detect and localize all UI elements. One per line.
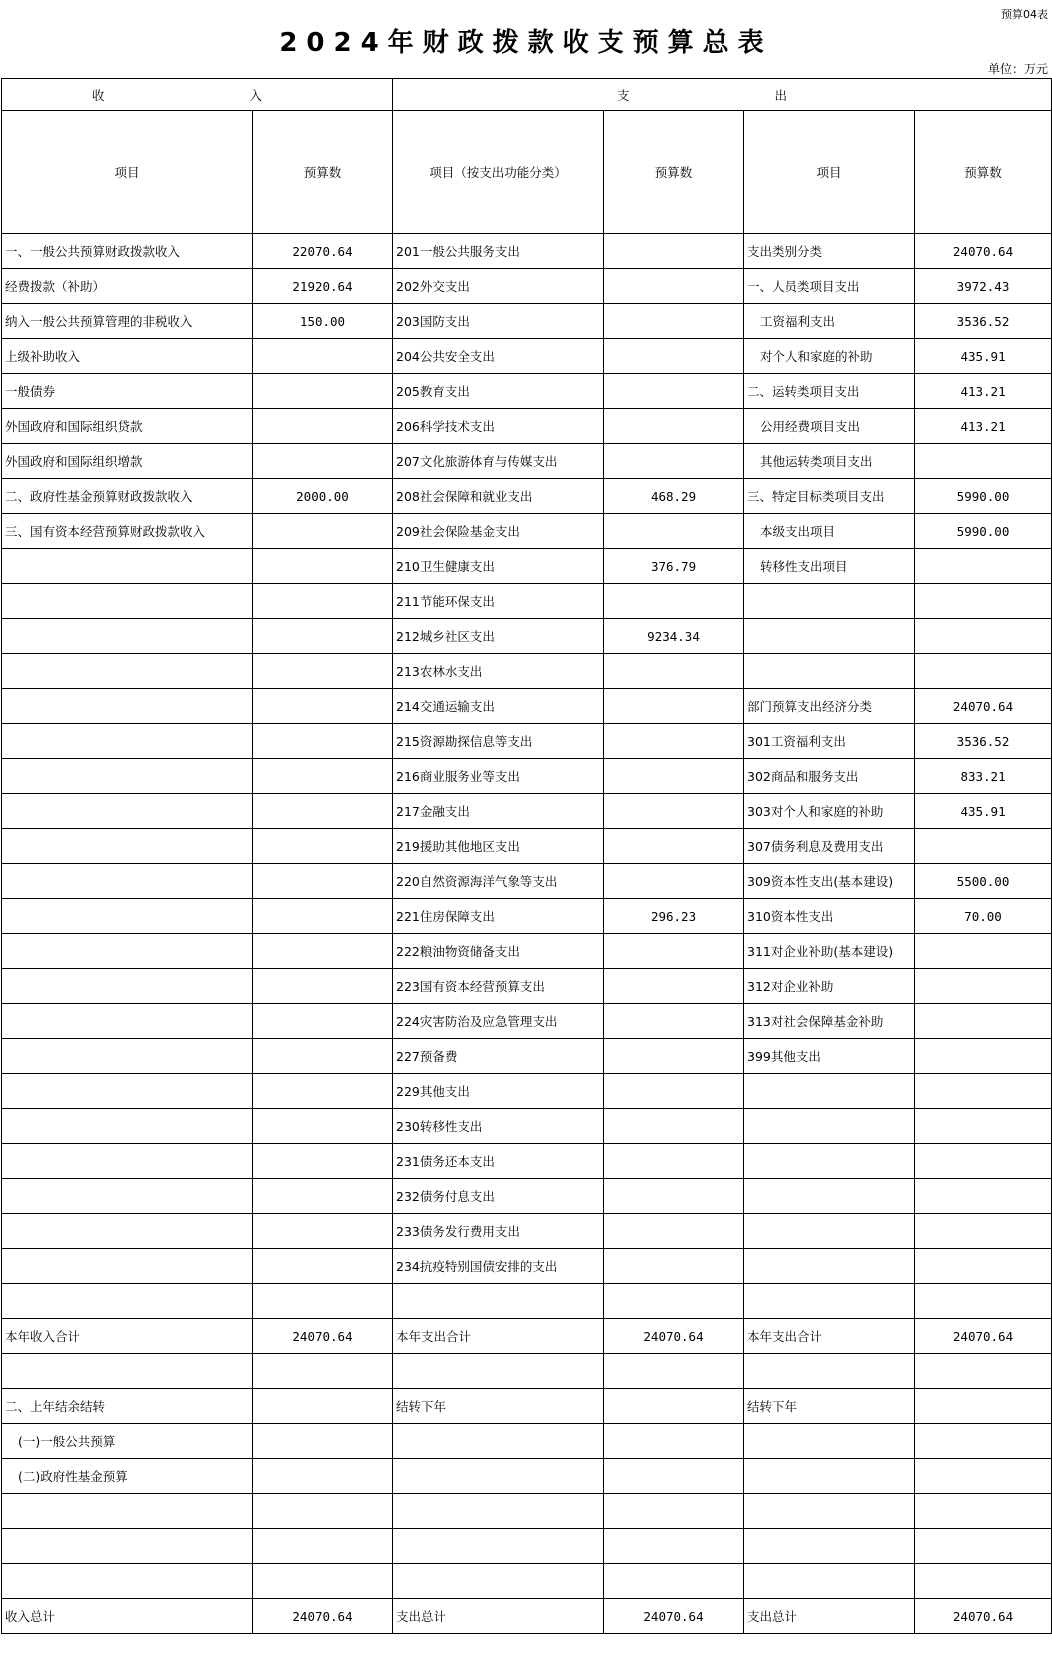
econ-amount-cell: 24070.64	[915, 689, 1052, 724]
func-amount-cell: 9234.34	[604, 619, 744, 654]
func-item-cell: 203国防支出	[393, 304, 604, 339]
econ-amount-cell: 3536.52	[915, 304, 1052, 339]
func-amount-cell	[604, 339, 744, 374]
func-amount-cell	[604, 1144, 744, 1179]
income-amount-cell	[253, 1459, 393, 1494]
econ-amount-cell	[915, 829, 1052, 864]
table-row	[2, 969, 1052, 1004]
econ-item-cell: 313对社会保障基金补助	[744, 1004, 915, 1039]
func-item-cell: 201一般公共服务支出	[393, 234, 604, 269]
func-item-cell: 229其他支出	[393, 1074, 604, 1109]
table-row	[2, 374, 1052, 409]
income-amount-cell	[253, 584, 393, 619]
table-row	[2, 409, 1052, 444]
income-item-cell	[2, 1179, 253, 1214]
table-row	[2, 1109, 1052, 1144]
func-amount-cell	[604, 1424, 744, 1459]
func-item-cell: 207文化旅游体育与传媒支出	[393, 444, 604, 479]
func-item-cell: 223国有资本经营预算支出	[393, 969, 604, 1004]
econ-amount-cell	[915, 1214, 1052, 1249]
func-item-cell	[393, 1564, 604, 1599]
func-amount-cell	[604, 1564, 744, 1599]
econ-item-cell	[744, 1424, 915, 1459]
econ-item-cell	[744, 1354, 915, 1389]
econ-item-cell: 支出总计	[744, 1599, 915, 1634]
income-amount-cell	[253, 1424, 393, 1459]
func-item-cell: 231债务还本支出	[393, 1144, 604, 1179]
income-item-cell	[2, 864, 253, 899]
func-amount-cell: 296.23	[604, 899, 744, 934]
income-item-cell: 二、政府性基金预算财政拨款收入	[2, 479, 253, 514]
table-row	[2, 1284, 1052, 1319]
income-amount-cell	[253, 724, 393, 759]
func-amount-cell	[604, 829, 744, 864]
income-item-cell	[2, 1494, 253, 1529]
income-item-cell	[2, 1039, 253, 1074]
func-item-cell: 217金融支出	[393, 794, 604, 829]
income-item-cell	[2, 1109, 253, 1144]
func-item-cell	[393, 1354, 604, 1389]
func-amount-cell	[604, 304, 744, 339]
func-item-cell: 222粮油物资储备支出	[393, 934, 604, 969]
income-amount-cell	[253, 1039, 393, 1074]
econ-item-cell: 三、特定目标类项目支出	[744, 479, 915, 514]
func-item-cell: 213农林水支出	[393, 654, 604, 689]
income-item-cell: (一)一般公共预算	[2, 1424, 253, 1459]
func-item-cell: 205教育支出	[393, 374, 604, 409]
table-row	[2, 794, 1052, 829]
func-item-cell: 232债务付息支出	[393, 1179, 604, 1214]
econ-item-cell: 其他运转类项目支出	[744, 444, 915, 479]
income-amount-cell	[253, 1214, 393, 1249]
income-amount-cell: 22070.64	[253, 234, 393, 269]
econ-amount-cell: 70.00	[915, 899, 1052, 934]
income-item-cell	[2, 584, 253, 619]
func-amount-cell: 24070.64	[604, 1599, 744, 1634]
table-row	[2, 864, 1052, 899]
income-amount-cell	[253, 1284, 393, 1319]
econ-item-cell: 310资本性支出	[744, 899, 915, 934]
econ-amount-cell	[915, 444, 1052, 479]
income-amount-cell	[253, 1109, 393, 1144]
econ-item-cell: 公用经费项目支出	[744, 409, 915, 444]
func-item-cell: 219援助其他地区支出	[393, 829, 604, 864]
func-item-cell: 支出总计	[393, 1599, 604, 1634]
func-amount-cell	[604, 1284, 744, 1319]
func-item-cell	[393, 1284, 604, 1319]
income-amount-cell	[253, 689, 393, 724]
income-item-cell	[2, 549, 253, 584]
table-row	[2, 269, 1052, 304]
func-item-cell: 204公共安全支出	[393, 339, 604, 374]
table-row	[2, 1354, 1052, 1389]
econ-item-cell: 本年支出合计	[744, 1319, 915, 1354]
econ-item-cell	[744, 1564, 915, 1599]
income-item-cell	[2, 1074, 253, 1109]
econ-item-cell	[744, 1284, 915, 1319]
income-amount-cell	[253, 1354, 393, 1389]
func-amount-cell	[604, 969, 744, 1004]
econ-amount-cell: 833.21	[915, 759, 1052, 794]
econ-item-cell	[744, 1214, 915, 1249]
econ-amount-cell	[915, 1389, 1052, 1424]
income-item-cell: 本年收入合计	[2, 1319, 253, 1354]
econ-amount-cell	[915, 1354, 1052, 1389]
income-item-cell	[2, 1354, 253, 1389]
econ-item-cell: 本级支出项目	[744, 514, 915, 549]
income-amount-cell	[253, 444, 393, 479]
func-amount-cell	[604, 234, 744, 269]
func-item-cell: 234抗疫特别国债安排的支出	[393, 1249, 604, 1284]
income-amount-cell	[253, 409, 393, 444]
econ-item-cell	[744, 1529, 915, 1564]
table-row	[2, 444, 1052, 479]
econ-amount-cell	[915, 1284, 1052, 1319]
income-item-cell: 一、一般公共预算财政拨款收入	[2, 234, 253, 269]
income-amount-cell: 2000.00	[253, 479, 393, 514]
income-item-cell: 外国政府和国际组织贷款	[2, 409, 253, 444]
econ-item-cell: 结转下年	[744, 1389, 915, 1424]
budget-table	[1, 78, 1052, 1634]
econ-amount-cell	[915, 934, 1052, 969]
func-amount-cell	[604, 759, 744, 794]
income-amount-cell	[253, 1494, 393, 1529]
income-item-cell	[2, 1004, 253, 1039]
table-row	[2, 1564, 1052, 1599]
econ-amount-cell	[915, 1109, 1052, 1144]
unit-label: 单位：万元	[987, 62, 1048, 76]
income-amount-cell	[253, 339, 393, 374]
income-item-cell	[2, 1529, 253, 1564]
income-item-cell	[2, 689, 253, 724]
income-item-cell: 上级补助收入	[2, 339, 253, 374]
header-func-item: 项目（按支出功能分类）	[393, 111, 604, 234]
income-item-cell: (二)政府性基金预算	[2, 1459, 253, 1494]
form-code: 预算04表	[1001, 8, 1048, 21]
section-header-row	[2, 79, 1052, 111]
income-item-cell	[2, 934, 253, 969]
func-amount-cell	[604, 1074, 744, 1109]
income-amount-cell: 24070.64	[253, 1319, 393, 1354]
table-row	[2, 1459, 1052, 1494]
income-amount-cell	[253, 1144, 393, 1179]
func-item-cell: 220自然资源海洋气象等支出	[393, 864, 604, 899]
econ-amount-cell	[915, 1074, 1052, 1109]
page-title: 2024年财政拨款收支预算总表	[279, 28, 773, 58]
func-amount-cell	[604, 794, 744, 829]
table-row	[2, 1004, 1052, 1039]
func-amount-cell	[604, 1529, 744, 1564]
income-item-cell	[2, 759, 253, 794]
income-item-cell	[2, 899, 253, 934]
econ-item-cell	[744, 1459, 915, 1494]
section-income: 收 入	[2, 79, 393, 111]
func-amount-cell	[604, 1494, 744, 1529]
income-item-cell	[2, 619, 253, 654]
func-item-cell: 216商业服务业等支出	[393, 759, 604, 794]
table-row	[2, 1319, 1052, 1354]
income-item-cell: 经费拨款（补助）	[2, 269, 253, 304]
func-amount-cell	[604, 1459, 744, 1494]
income-amount-cell	[253, 514, 393, 549]
econ-item-cell: 399其他支出	[744, 1039, 915, 1074]
table-row	[2, 654, 1052, 689]
func-amount-cell	[604, 444, 744, 479]
econ-amount-cell	[915, 1494, 1052, 1529]
income-amount-cell	[253, 1249, 393, 1284]
income-amount-cell	[253, 759, 393, 794]
income-amount-cell	[253, 374, 393, 409]
income-amount-cell	[253, 654, 393, 689]
func-amount-cell: 24070.64	[604, 1319, 744, 1354]
econ-item-cell: 部门预算支出经济分类	[744, 689, 915, 724]
income-amount-cell	[253, 934, 393, 969]
func-item-cell: 结转下年	[393, 1389, 604, 1424]
econ-item-cell: 转移性支出项目	[744, 549, 915, 584]
econ-amount-cell	[915, 1424, 1052, 1459]
table-row	[2, 1074, 1052, 1109]
income-item-cell	[2, 1214, 253, 1249]
econ-amount-cell	[915, 1004, 1052, 1039]
econ-item-cell: 307债务利息及费用支出	[744, 829, 915, 864]
table-row	[2, 1424, 1052, 1459]
func-item-cell: 212城乡社区支出	[393, 619, 604, 654]
income-amount-cell	[253, 619, 393, 654]
func-item-cell: 206科学技术支出	[393, 409, 604, 444]
econ-item-cell	[744, 584, 915, 619]
econ-amount-cell	[915, 549, 1052, 584]
func-item-cell: 215资源勘探信息等支出	[393, 724, 604, 759]
func-item-cell	[393, 1459, 604, 1494]
func-amount-cell	[604, 1249, 744, 1284]
income-amount-cell	[253, 1564, 393, 1599]
table-row	[2, 1039, 1052, 1074]
econ-item-cell: 对个人和家庭的补助	[744, 339, 915, 374]
header-func-amount: 预算数	[604, 111, 744, 234]
income-item-cell	[2, 969, 253, 1004]
econ-amount-cell: 3536.52	[915, 724, 1052, 759]
income-amount-cell: 21920.64	[253, 269, 393, 304]
func-item-cell: 221住房保障支出	[393, 899, 604, 934]
func-item-cell: 227预备费	[393, 1039, 604, 1074]
income-amount-cell	[253, 969, 393, 1004]
table-row	[2, 549, 1052, 584]
income-amount-cell	[253, 864, 393, 899]
func-amount-cell	[604, 1389, 744, 1424]
econ-item-cell	[744, 1179, 915, 1214]
table-row	[2, 1529, 1052, 1564]
income-item-cell: 纳入一般公共预算管理的非税收入	[2, 304, 253, 339]
econ-amount-cell: 413.21	[915, 409, 1052, 444]
income-item-cell	[2, 654, 253, 689]
func-amount-cell	[604, 584, 744, 619]
func-item-cell	[393, 1494, 604, 1529]
econ-amount-cell	[915, 1459, 1052, 1494]
income-item-cell	[2, 1249, 253, 1284]
income-amount-cell	[253, 1389, 393, 1424]
income-item-cell	[2, 794, 253, 829]
econ-amount-cell	[915, 1039, 1052, 1074]
econ-item-cell: 302商品和服务支出	[744, 759, 915, 794]
econ-amount-cell	[915, 1249, 1052, 1284]
column-header-row	[2, 111, 1052, 234]
func-amount-cell	[604, 1039, 744, 1074]
table-row	[2, 514, 1052, 549]
func-amount-cell	[604, 654, 744, 689]
income-amount-cell	[253, 1179, 393, 1214]
income-item-cell	[2, 829, 253, 864]
section-expense: 支 出	[393, 79, 1052, 111]
table-row	[2, 689, 1052, 724]
income-item-cell: 二、上年结余结转	[2, 1389, 253, 1424]
income-amount-cell	[253, 899, 393, 934]
econ-item-cell: 二、运转类项目支出	[744, 374, 915, 409]
econ-amount-cell: 24070.64	[915, 234, 1052, 269]
econ-amount-cell: 24070.64	[915, 1319, 1052, 1354]
income-amount-cell	[253, 1074, 393, 1109]
econ-item-cell: 311对企业补助(基本建设)	[744, 934, 915, 969]
income-item-cell: 三、国有资本经营预算财政拨款收入	[2, 514, 253, 549]
econ-item-cell: 一、人员类项目支出	[744, 269, 915, 304]
income-item-cell	[2, 1564, 253, 1599]
econ-amount-cell	[915, 1179, 1052, 1214]
table-row	[2, 234, 1052, 269]
table-row	[2, 1599, 1052, 1634]
table-row	[2, 304, 1052, 339]
econ-amount-cell	[915, 969, 1052, 1004]
table-row	[2, 479, 1052, 514]
econ-amount-cell: 413.21	[915, 374, 1052, 409]
income-item-cell	[2, 724, 253, 759]
func-amount-cell	[604, 1109, 744, 1144]
econ-amount-cell: 435.91	[915, 339, 1052, 374]
econ-item-cell: 工资福利支出	[744, 304, 915, 339]
income-item-cell: 收入总计	[2, 1599, 253, 1634]
econ-item-cell	[744, 1249, 915, 1284]
func-item-cell	[393, 1529, 604, 1564]
table-row	[2, 1179, 1052, 1214]
econ-amount-cell	[915, 1564, 1052, 1599]
econ-item-cell: 301工资福利支出	[744, 724, 915, 759]
econ-item-cell: 303对个人和家庭的补助	[744, 794, 915, 829]
func-amount-cell	[604, 934, 744, 969]
func-item-cell	[393, 1424, 604, 1459]
income-amount-cell: 24070.64	[253, 1599, 393, 1634]
income-amount-cell	[253, 1004, 393, 1039]
table-row	[2, 829, 1052, 864]
table-row	[2, 1214, 1052, 1249]
header-econ-amount: 预算数	[915, 111, 1052, 234]
econ-amount-cell: 5500.00	[915, 864, 1052, 899]
table-row	[2, 1389, 1052, 1424]
header-income-item: 项目	[2, 111, 253, 234]
table-row	[2, 1144, 1052, 1179]
econ-item-cell: 支出类别分类	[744, 234, 915, 269]
func-item-cell: 214交通运输支出	[393, 689, 604, 724]
econ-item-cell: 312对企业补助	[744, 969, 915, 1004]
income-amount-cell	[253, 829, 393, 864]
func-amount-cell	[604, 1179, 744, 1214]
income-item-cell	[2, 1284, 253, 1319]
func-amount-cell	[604, 1004, 744, 1039]
func-amount-cell	[604, 724, 744, 759]
func-item-cell: 202外交支出	[393, 269, 604, 304]
econ-amount-cell	[915, 654, 1052, 689]
income-amount-cell	[253, 549, 393, 584]
econ-amount-cell	[915, 1529, 1052, 1564]
income-item-cell: 外国政府和国际组织增款	[2, 444, 253, 479]
func-amount-cell	[604, 269, 744, 304]
func-amount-cell	[604, 864, 744, 899]
func-amount-cell	[604, 689, 744, 724]
func-amount-cell: 376.79	[604, 549, 744, 584]
func-item-cell: 209社会保险基金支出	[393, 514, 604, 549]
func-amount-cell	[604, 374, 744, 409]
econ-amount-cell: 3972.43	[915, 269, 1052, 304]
econ-amount-cell: 435.91	[915, 794, 1052, 829]
func-amount-cell	[604, 409, 744, 444]
func-amount-cell: 468.29	[604, 479, 744, 514]
table-body	[2, 234, 1052, 1634]
table-row	[2, 899, 1052, 934]
econ-amount-cell: 24070.64	[915, 1599, 1052, 1634]
func-item-cell: 211节能环保支出	[393, 584, 604, 619]
income-item-cell	[2, 1144, 253, 1179]
header-income-amount: 预算数	[253, 111, 393, 234]
table-row	[2, 339, 1052, 374]
header-econ-item: 项目	[744, 111, 915, 234]
func-amount-cell	[604, 1354, 744, 1389]
income-item-cell: 一般债券	[2, 374, 253, 409]
func-amount-cell	[604, 1214, 744, 1249]
table-row	[2, 934, 1052, 969]
func-item-cell: 208社会保障和就业支出	[393, 479, 604, 514]
table-row	[2, 1249, 1052, 1284]
table-row	[2, 1494, 1052, 1529]
table-row	[2, 759, 1052, 794]
func-item-cell: 本年支出合计	[393, 1319, 604, 1354]
econ-amount-cell	[915, 1144, 1052, 1179]
func-item-cell: 210卫生健康支出	[393, 549, 604, 584]
table-row	[2, 619, 1052, 654]
econ-amount-cell: 5990.00	[915, 514, 1052, 549]
func-amount-cell	[604, 514, 744, 549]
func-item-cell: 230转移性支出	[393, 1109, 604, 1144]
income-amount-cell	[253, 794, 393, 829]
econ-item-cell: 309资本性支出(基本建设)	[744, 864, 915, 899]
econ-item-cell	[744, 619, 915, 654]
income-amount-cell: 150.00	[253, 304, 393, 339]
econ-item-cell	[744, 654, 915, 689]
econ-amount-cell	[915, 584, 1052, 619]
econ-amount-cell: 5990.00	[915, 479, 1052, 514]
econ-item-cell	[744, 1109, 915, 1144]
func-item-cell: 224灾害防治及应急管理支出	[393, 1004, 604, 1039]
table-row	[2, 584, 1052, 619]
econ-item-cell	[744, 1074, 915, 1109]
table-row	[2, 724, 1052, 759]
econ-amount-cell	[915, 619, 1052, 654]
econ-item-cell	[744, 1494, 915, 1529]
econ-item-cell	[744, 1144, 915, 1179]
func-item-cell: 233债务发行费用支出	[393, 1214, 604, 1249]
income-amount-cell	[253, 1529, 393, 1564]
